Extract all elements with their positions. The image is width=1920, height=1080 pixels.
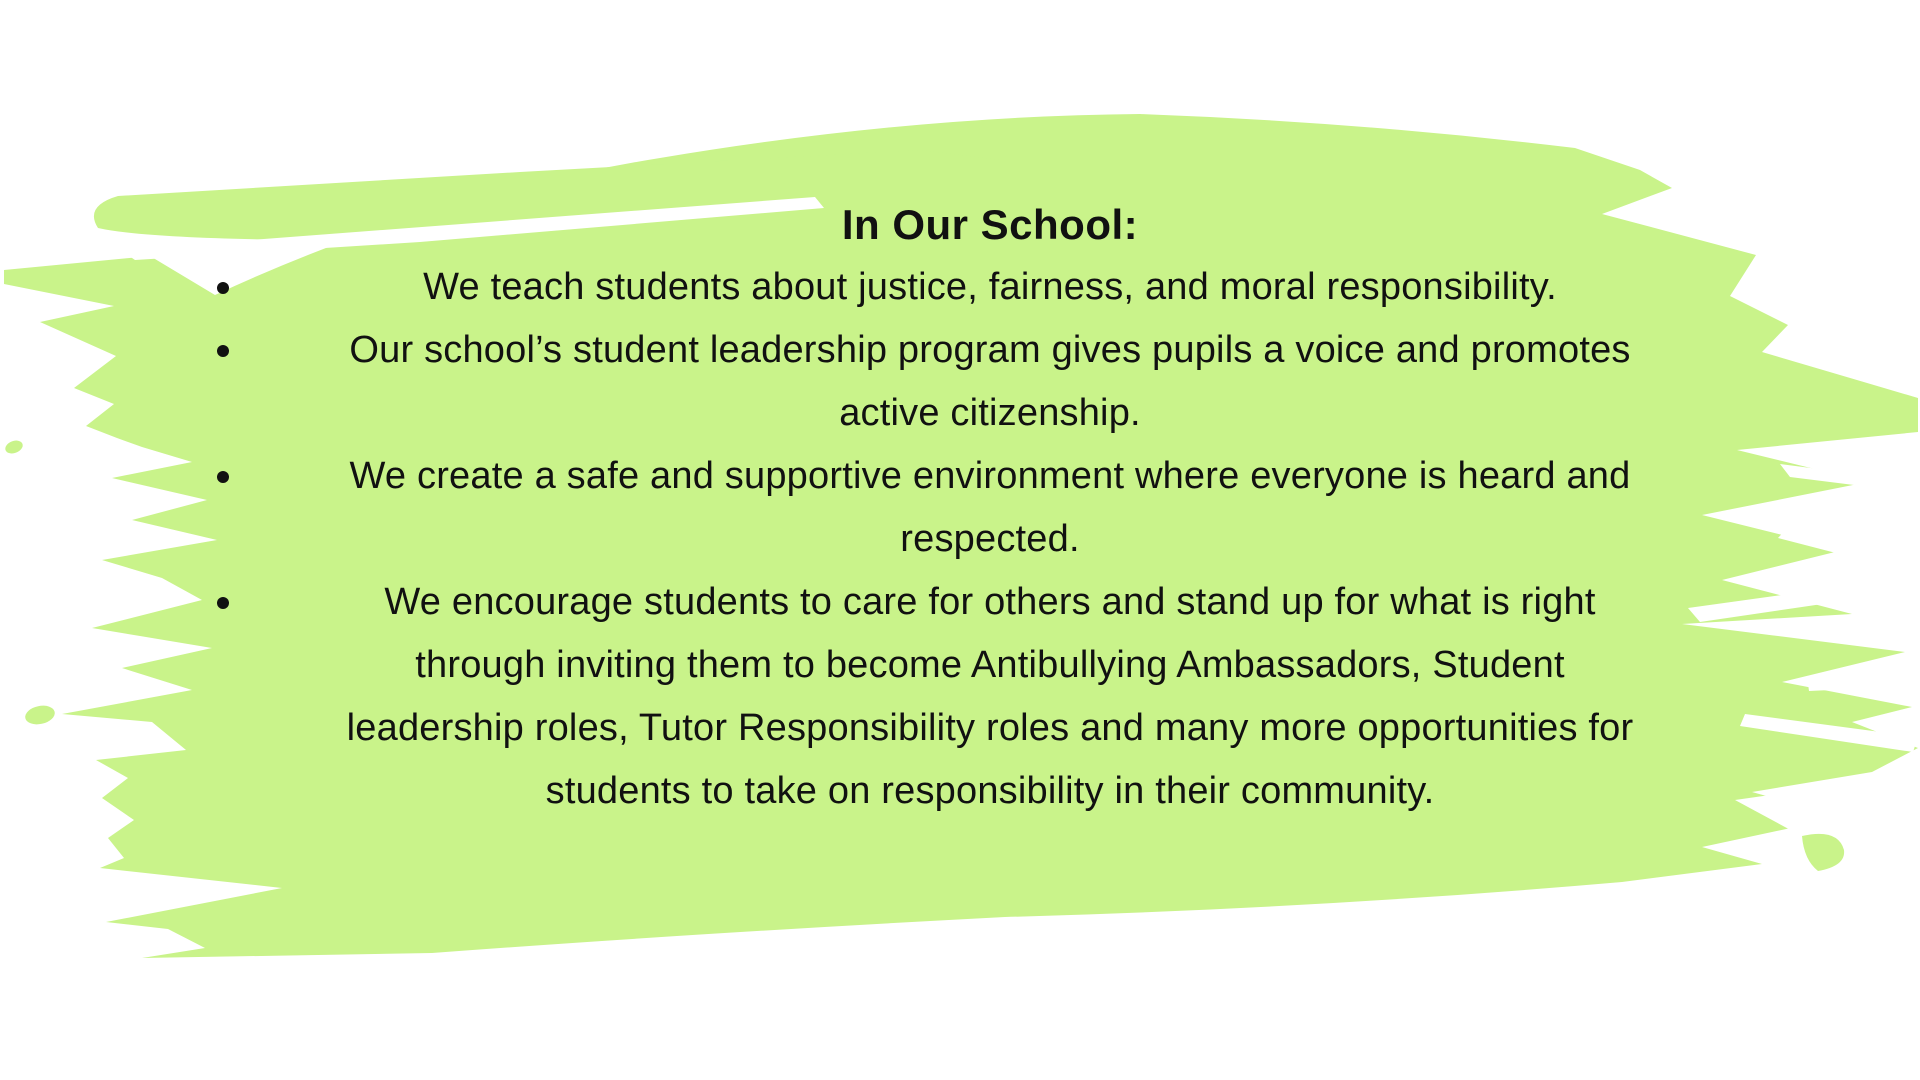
bullet-line: active citizenship. [839,392,1141,434]
bullet-line: Our school’s student leadership program gives pupils a voice and promotes [349,329,1631,371]
list-item [205,319,1775,445]
bullet-list [205,256,1775,823]
bullet-line: students to take on responsibility in their community. [545,770,1435,812]
bullet-dot-icon [217,282,229,294]
bullet-line: We create a safe and supportive environment where everyone is heard and [349,455,1631,497]
bullet-line: respected. [900,518,1080,560]
brush-sliver-4 [1807,674,1852,691]
list-item [205,445,1775,571]
bullet-line: We encourage students to care for others and stand up for what is right [384,581,1596,623]
list-item [205,256,1775,319]
list-item [205,571,1775,823]
bullet-dot-icon [217,471,229,483]
bullet-line: through inviting them to become Antibullying Ambassadors, Student [415,644,1565,686]
page-title: In Our School: [841,201,1139,248]
brush-dot-left-small [3,438,24,455]
brush-dot-left [23,703,56,727]
bullet-dot-icon [217,597,229,609]
bullet-line: We teach students about justice, fairness, and moral responsibility. [423,266,1557,308]
bullet-dot-icon [217,345,229,357]
bullet-line: leadership roles, Tutor Responsibility roles and many more opportunities for [346,707,1634,749]
text-block [205,193,1775,823]
